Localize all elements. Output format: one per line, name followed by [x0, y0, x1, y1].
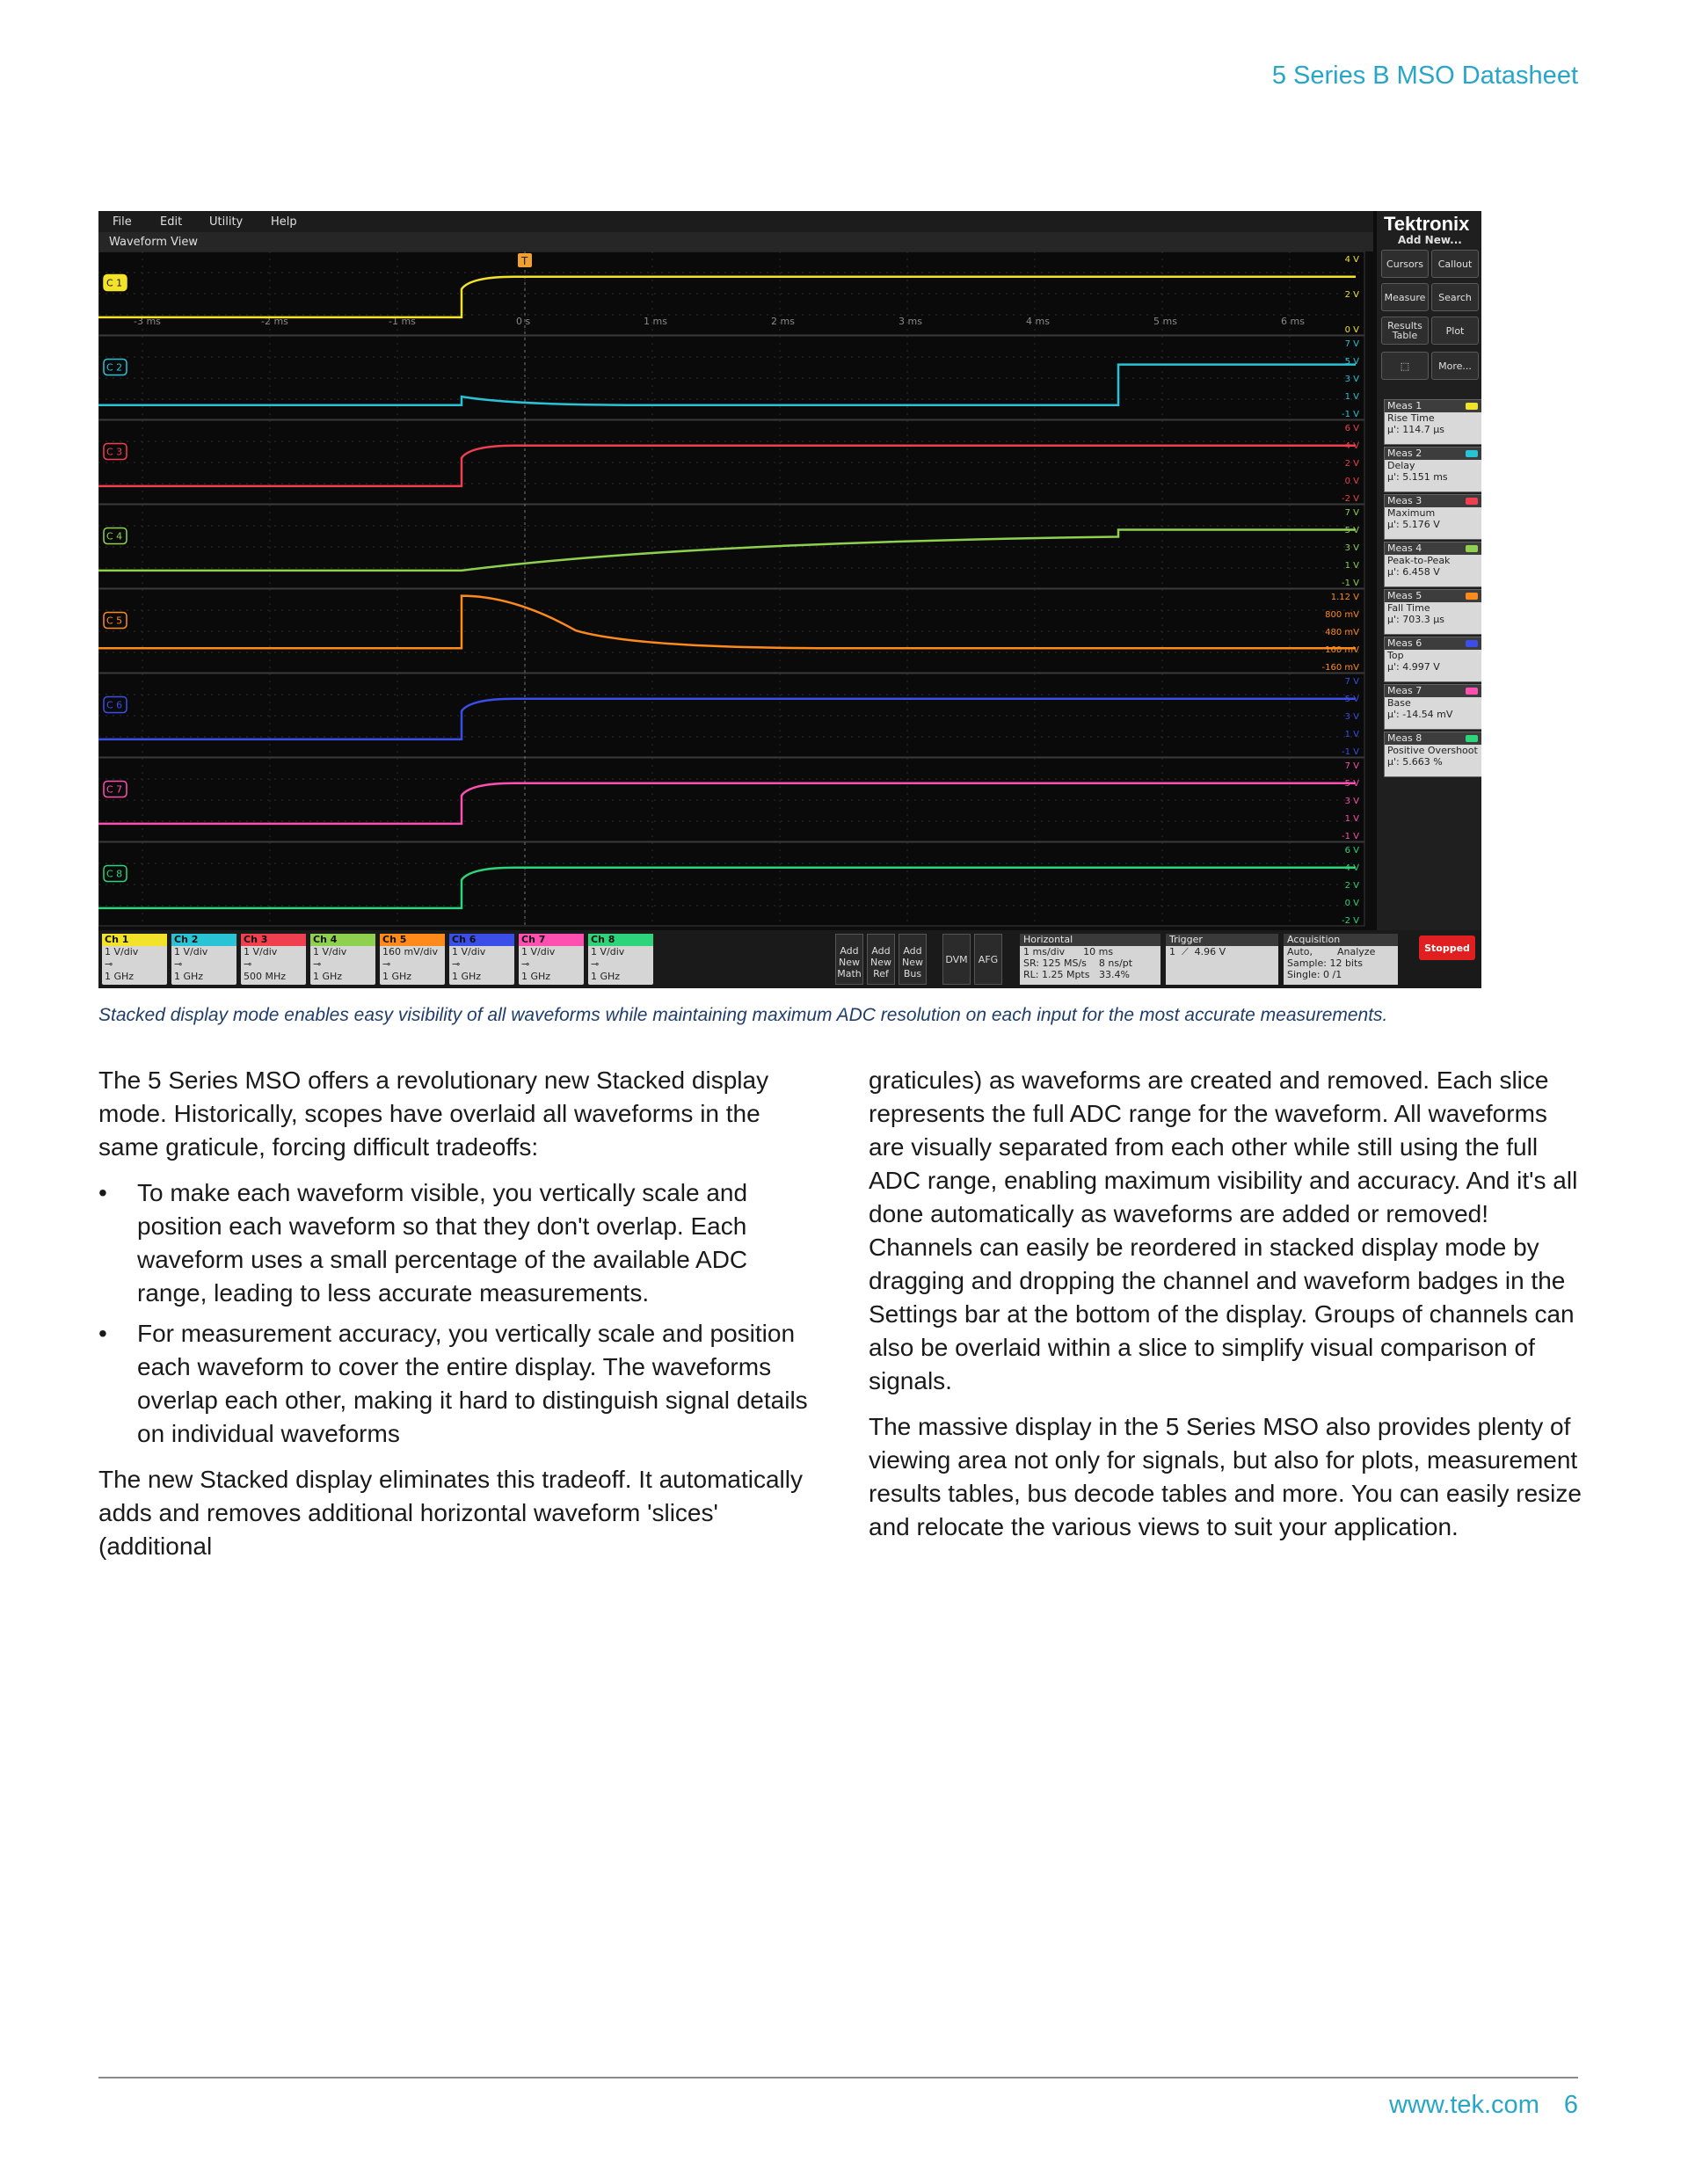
channel-handle-label: C 6 — [106, 699, 123, 711]
zoom-box-icon: ⬚ — [1400, 360, 1410, 372]
probe-icon: ⊸ — [313, 958, 322, 970]
vertical-scale-label: 2 V — [1344, 459, 1359, 469]
vertical-scale-label: 480 mV — [1325, 628, 1359, 637]
page-number: 6 — [1563, 2091, 1578, 2119]
measurement-label: Meas 1 — [1385, 400, 1481, 412]
channel-badge-name: Ch 1 — [102, 934, 167, 946]
list-item-text: To make each waveform visible, you vertically scale and position each waveform so that they don't overlap. Each waveform uses a small percentage of the available ADC range, leading to less accurate measurements. — [137, 1179, 748, 1307]
measurement-badge[interactable] — [1384, 684, 1481, 730]
add-new-math-label: Add New Math — [837, 945, 862, 979]
right-column — [869, 1064, 1590, 1556]
waveform-plot[interactable] — [98, 251, 1373, 928]
horizontal-row: SR: 125 MS/s 8 ns/pt — [1023, 957, 1133, 969]
vertical-scale-label: 7 V — [1344, 339, 1359, 349]
measurement-value: µ': 5.151 ms — [1387, 471, 1448, 483]
afg-button[interactable]: AFG — [974, 934, 1002, 985]
time-tick-label: -3 ms — [134, 316, 161, 327]
trigger-title: Trigger — [1166, 934, 1278, 946]
vertical-scale-label: 5 V — [1344, 357, 1359, 367]
probe-icon: ⊸ — [591, 958, 600, 970]
vertical-scale-label: 7 V — [1344, 677, 1359, 687]
channel-badge-name: Ch 6 — [449, 934, 514, 946]
measurement-label: Meas 2 — [1385, 448, 1481, 460]
cursors-button[interactable]: Cursors — [1381, 250, 1429, 278]
channel-badge-scale: 1 V/div — [591, 946, 625, 957]
add-new-bus-button[interactable] — [899, 934, 927, 985]
channel-badge-scale: 1 V/div — [313, 946, 347, 957]
trigger-marker-label: T — [521, 255, 528, 267]
vertical-scale-label: 5 V — [1344, 695, 1359, 704]
vertical-scale-label: 0 V — [1344, 477, 1359, 486]
measurement-label: Meas 6 — [1385, 637, 1481, 650]
channel-badge-bandwidth: 1 GHz — [313, 971, 343, 982]
channel-badge[interactable] — [449, 934, 514, 985]
trigger-badge[interactable] — [1166, 934, 1278, 985]
channel-badge[interactable] — [310, 934, 375, 985]
vertical-scale-label: -2 V — [1342, 494, 1359, 504]
measurement-name: Top — [1387, 650, 1404, 661]
channel-badge[interactable] — [588, 934, 653, 985]
vertical-scale-label: 1 V — [1344, 730, 1359, 739]
channel-chip — [1466, 403, 1478, 410]
channel-badge-name: Ch 3 — [241, 934, 306, 946]
list-item — [98, 1317, 812, 1451]
channel-badge[interactable] — [241, 934, 306, 985]
plot-button[interactable]: Plot — [1431, 317, 1479, 345]
run-stop-status[interactable]: Stopped — [1419, 935, 1475, 960]
channel-badge-scale: 1 V/div — [452, 946, 486, 957]
measurement-value: µ': 114.7 µs — [1387, 424, 1444, 435]
measurement-badge[interactable] — [1384, 637, 1481, 682]
vertical-scale-label: 6 V — [1344, 846, 1359, 855]
channel-badge-scale: 160 mV/div — [382, 946, 438, 957]
time-tick-label: 5 ms — [1153, 316, 1177, 327]
settings-bar — [98, 930, 1481, 988]
add-new-label: Add New... — [1398, 234, 1462, 246]
list-item-text: For measurement accuracy, you vertically scale and position each waveform to cover the entire display. The waveforms overlap each other, making it hard to distinguish signal details on individual waveforms — [137, 1320, 808, 1447]
measurement-label: Meas 7 — [1385, 685, 1481, 697]
time-tick-label: 1 ms — [644, 316, 667, 327]
search-button[interactable]: Search — [1431, 283, 1479, 311]
measurement-name: Maximum — [1387, 507, 1436, 519]
right-sidebar — [1377, 211, 1481, 988]
time-tick-label: 4 ms — [1026, 316, 1050, 327]
channel-handle-label: C 8 — [106, 868, 123, 880]
horizontal-row: 1 ms/div 10 ms — [1023, 946, 1114, 957]
footer — [1389, 2091, 1578, 2120]
horizontal-title: Horizontal — [1020, 934, 1160, 946]
measurement-value: µ': 5.663 % — [1387, 756, 1443, 768]
vertical-scale-label: 1 V — [1344, 392, 1359, 402]
channel-chip — [1466, 450, 1478, 457]
callout-button[interactable]: Callout — [1431, 250, 1479, 278]
paragraph: graticules) as waveforms are created and removed. Each slice represents the full ADC range for the waveform. All waveforms are visually separated from each other while still using the full ADC range, enabling maximum visibility and accuracy. And it's all done automatically as waveforms are added or removed! Channels can easily be reordered in stacked display mode by dragging and dropping the channel and waveform badges in the Settings bar at the bottom of the display. Groups of channels can also be overlaid within a slice to simplify visual comparison of signals. — [869, 1067, 1578, 1394]
vertical-scale-label: 0 V — [1344, 899, 1359, 908]
channel-badge[interactable] — [171, 934, 236, 985]
vertical-scale-label: -1 V — [1342, 579, 1359, 588]
time-tick-label: 6 ms — [1281, 316, 1305, 327]
probe-icon: ⊸ — [521, 958, 530, 970]
tektronix-logo: Tektronix — [1384, 213, 1470, 235]
left-column — [98, 1064, 812, 1576]
add-new-math-button[interactable] — [835, 934, 863, 985]
probe-icon: ⊸ — [452, 958, 461, 970]
channel-chip — [1466, 688, 1478, 695]
measurement-value: µ': 5.176 V — [1387, 519, 1440, 530]
channel-badge-name: Ch 7 — [519, 934, 584, 946]
vertical-scale-label: -1 V — [1342, 747, 1359, 757]
vertical-scale-label: 7 V — [1344, 508, 1359, 518]
channel-chip — [1466, 545, 1478, 552]
vertical-scale-label: 2 V — [1344, 290, 1359, 300]
figure-caption: Stacked display mode enables easy visibility of all waveforms while maintaining maximum ADC resolution on each input for the most accurate measurements. — [98, 1005, 1388, 1025]
channel-badge-scale: 1 V/div — [174, 946, 208, 957]
time-tick-label: 0 s — [516, 316, 531, 327]
footer-url[interactable]: www.tek.com — [1389, 2091, 1539, 2119]
channel-handle-label: C 2 — [106, 361, 123, 374]
footer-divider — [98, 2077, 1578, 2078]
probe-icon: ⊸ — [174, 958, 183, 970]
channel-badge-scale: 1 V/div — [521, 946, 556, 957]
channel-handle-label: C 3 — [106, 446, 123, 458]
measurement-badge[interactable] — [1384, 542, 1481, 587]
acquisition-row: Single: 0 /1 — [1287, 969, 1342, 980]
acquisition-row: Sample: 12 bits — [1287, 957, 1364, 969]
channel-badge-scale: 1 V/div — [105, 946, 139, 957]
paragraph: The massive display in the 5 Series MSO also provides plenty of viewing area not only for signals, but also for plots, measurement results tables, bus decode tables and more. You can easily resize and relocate the various views to suit your application. — [869, 1413, 1582, 1540]
waveform-view-bar — [98, 232, 1373, 251]
vertical-scale-label: 800 mV — [1325, 610, 1359, 620]
vertical-scale-label: 1 V — [1344, 561, 1359, 571]
vertical-scale-label: 3 V — [1344, 375, 1359, 384]
measurement-value: µ': 703.3 µs — [1387, 614, 1444, 625]
channel-handle-label: C 1 — [106, 277, 123, 289]
measurement-badge[interactable] — [1384, 447, 1481, 492]
time-tick-label: -1 ms — [389, 316, 416, 327]
vertical-scale-label: -160 mV — [1321, 663, 1359, 673]
channel-badge[interactable] — [519, 934, 584, 985]
vertical-scale-label: -1 V — [1342, 832, 1359, 841]
vertical-scale-label: 4 V — [1344, 255, 1359, 265]
vertical-scale-label: -2 V — [1342, 916, 1359, 926]
vertical-scale-label: 2 V — [1344, 881, 1359, 891]
drag-zoom-button[interactable] — [1381, 352, 1429, 380]
probe-icon: ⊸ — [105, 958, 113, 970]
vertical-scale-label: 7 V — [1344, 761, 1359, 771]
menu-utility[interactable]: Utility — [209, 215, 244, 229]
measurement-label: Meas 4 — [1385, 542, 1481, 555]
add-new-bus-label: Add New Bus — [902, 945, 923, 979]
measurement-badge[interactable] — [1384, 732, 1481, 777]
list-item — [98, 1176, 812, 1310]
measurement-value: µ': 6.458 V — [1387, 566, 1440, 578]
add-new-ref-label: Add New Ref — [870, 945, 891, 979]
channel-chip — [1466, 498, 1478, 505]
channel-badge-name: Ch 5 — [380, 934, 445, 946]
channel-chip — [1466, 640, 1478, 647]
measurement-label: Meas 3 — [1385, 495, 1481, 507]
more-button[interactable]: More... — [1431, 352, 1479, 380]
channel-badge-bandwidth: 1 GHz — [452, 971, 482, 982]
measurement-name: Peak-to-Peak — [1387, 555, 1451, 566]
bullet-icon: • — [98, 1179, 107, 1206]
paragraph: The new Stacked display eliminates this tradeoff. It automatically adds and removes additional horizontal waveform 'slices' (additional — [98, 1466, 803, 1560]
menu-file[interactable]: File — [113, 215, 132, 229]
vertical-scale-label: -1 V — [1342, 410, 1359, 419]
measurement-name: Fall Time — [1387, 602, 1430, 614]
time-tick-label: 2 ms — [771, 316, 795, 327]
probe-icon: ⊸ — [382, 958, 391, 970]
dvm-button[interactable]: DVM — [942, 934, 971, 985]
channel-badge-bandwidth: 1 GHz — [591, 971, 621, 982]
channel-chip — [1466, 593, 1478, 600]
oscilloscope-screenshot — [98, 211, 1481, 988]
vertical-scale-label: 4 V — [1344, 441, 1359, 451]
time-tick-label: -2 ms — [261, 316, 288, 327]
vertical-scale-label: 3 V — [1344, 543, 1359, 553]
vertical-scale-label: 5 V — [1344, 779, 1359, 789]
measure-button[interactable]: Measure — [1381, 283, 1429, 311]
channel-badge-scale: 1 V/div — [244, 946, 278, 957]
vertical-scale-label: 1 V — [1344, 814, 1359, 824]
channel-badge-bandwidth: 1 GHz — [382, 971, 412, 982]
channel-handle-label: C 5 — [106, 615, 123, 627]
measurement-name: Positive Overshoot — [1387, 745, 1478, 756]
time-tick-label: 3 ms — [899, 316, 922, 327]
measurement-badge[interactable] — [1384, 589, 1481, 635]
channel-handle-label: C 4 — [106, 530, 123, 542]
channel-badge[interactable] — [102, 934, 167, 985]
channel-badge-bandwidth: 500 MHz — [244, 971, 287, 982]
measurement-value: µ': -14.54 mV — [1387, 709, 1453, 720]
channel-badge[interactable] — [380, 934, 445, 985]
measurement-name: Delay — [1387, 460, 1415, 471]
channel-badge-name: Ch 8 — [588, 934, 653, 946]
bullet-list — [98, 1176, 812, 1451]
acquisition-badge[interactable] — [1284, 934, 1398, 985]
scope-menubar — [98, 211, 1373, 232]
menu-help[interactable]: Help — [271, 215, 297, 229]
measurement-name: Rise Time — [1387, 412, 1435, 424]
bullet-icon: • — [98, 1320, 107, 1347]
channel-chip — [1466, 735, 1478, 742]
measurement-name: Base — [1387, 697, 1411, 709]
channel-badge-name: Ch 4 — [310, 934, 375, 946]
measurement-badge[interactable] — [1384, 399, 1481, 445]
channel-badge-bandwidth: 1 GHz — [174, 971, 204, 982]
acquisition-title: Acquisition — [1284, 934, 1398, 946]
channel-handle-label: C 7 — [106, 783, 123, 796]
vertical-scale-label: 3 V — [1344, 797, 1359, 806]
trigger-row: 1 ⟋ 4.96 V — [1169, 946, 1226, 957]
vertical-scale-label: 3 V — [1344, 712, 1359, 722]
horizontal-badge[interactable] — [1020, 934, 1160, 985]
vertical-scale-label: 5 V — [1344, 526, 1359, 535]
probe-icon: ⊸ — [244, 958, 252, 970]
horizontal-row: RL: 1.25 Mpts 33.4% — [1023, 969, 1130, 980]
vertical-scale-label: 1.12 V — [1330, 593, 1359, 602]
vertical-scale-label: 160 mV — [1325, 645, 1359, 655]
channel-badge-bandwidth: 1 GHz — [521, 971, 551, 982]
vertical-scale-label: 6 V — [1344, 424, 1359, 433]
measurement-label: Meas 8 — [1385, 732, 1481, 745]
menu-edit[interactable]: Edit — [160, 215, 183, 229]
acquisition-row: Auto, Analyze — [1287, 946, 1376, 957]
measurement-value: µ': 4.997 V — [1387, 661, 1440, 673]
channel-badge-bandwidth: 1 GHz — [105, 971, 135, 982]
results-table-button[interactable]: Results Table — [1381, 317, 1429, 345]
vertical-scale-label: 0 V — [1344, 325, 1359, 335]
waveform-view-title: Waveform View — [109, 236, 198, 249]
header-title: 5 Series B MSO Datasheet — [1271, 62, 1578, 90]
vertical-scale-label: 4 V — [1344, 863, 1359, 873]
add-new-ref-button[interactable] — [867, 934, 895, 985]
measurement-badge[interactable] — [1384, 494, 1481, 540]
paragraph: The 5 Series MSO offers a revolutionary new Stacked display mode. Historically, scopes have overlaid all waveforms in the same graticule, forcing difficult tradeoffs: — [98, 1067, 769, 1161]
channel-badge-name: Ch 2 — [171, 934, 236, 946]
measurement-label: Meas 5 — [1385, 590, 1481, 602]
